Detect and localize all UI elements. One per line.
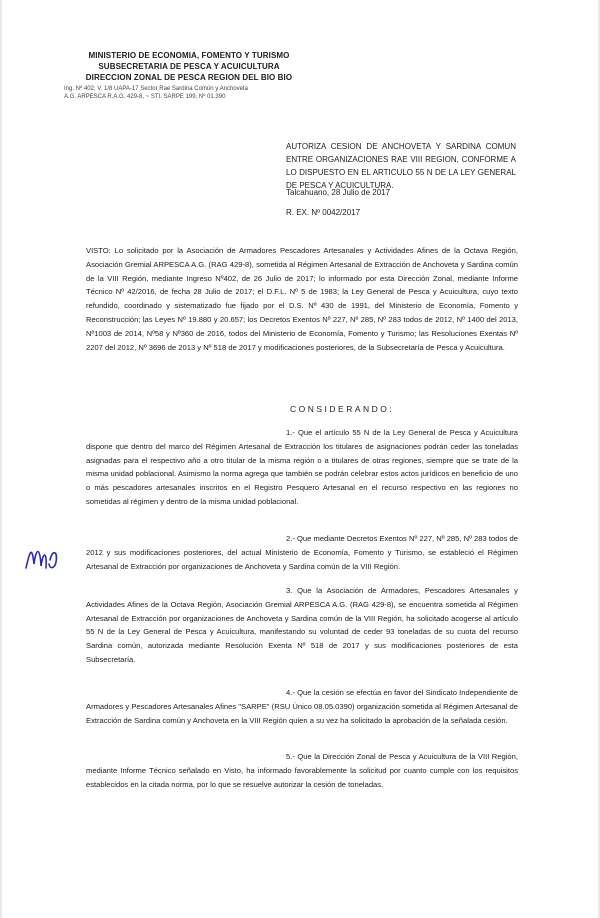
paragraph-text: Que el artículo 55 N de la Ley General de Pesca y Acuicultura dispone que dentro del marco del Régimen Artesanal de Extracción los titulares de asignaciones podrán ceder las toneladas asignadas para el respectivo año a otro titular de la misma región o a titulares de otras regiones, siempre que se trate de la misma unidad poblacional. Asimismo la norma agrega que también se podrán celebrar estos actos jurídicos en beneficio de uno o más pescadores artesanales inscritos en el Registro Pesquero Artesanal en el recurso respectivo en las regiones no sometidas al régimen y dentro de la misma unidad poblacional.	[86, 428, 518, 506]
left-scan-edge	[0, 0, 2, 918]
considerando-paragraph-3	[86, 584, 518, 667]
handwritten-initials	[22, 538, 68, 578]
resolution-number: R. EX. Nº 0042/2017	[286, 208, 361, 217]
resolution-subject: AUTORIZA CESION DE ANCHOVETA Y SARDINA COMUN ENTRE ORGANIZACIONES RAE VIII REGION, CONFORME A LO DISPUESTO EN EL ARTICULO 55 N DE LA LEY GENERAL DE PESCA Y ACUICULTURA.	[286, 142, 516, 190]
letterhead-direccion: DIRECCION ZONAL DE PESCA REGION DEL BIO BIO	[85, 73, 293, 82]
paragraph-number: 3.	[286, 586, 293, 595]
resolution-date: Talcahuano, 28 Julio de 2017	[286, 188, 391, 197]
paragraph-number: 1.-	[286, 428, 295, 437]
paragraph-text: Que la Dirección Zonal de Pesca y Acuicultura de la VIII Región, mediante Informe Técnico señalado en Visto, ha informado favorablemente la solicitud por cuanto cumple con los requisitos establecidos en la citada norma, por lo que se resuelve autorizar la cesión de toneladas.	[86, 752, 518, 789]
letterhead-reference-2: A.G. ARPESCA R.A.G. 429-8, ~ STI. SARPE 199, Nº 01.390	[64, 94, 226, 100]
paragraph-number: 4.-	[286, 688, 295, 697]
paragraph-number: 2.-	[286, 534, 295, 543]
considerando-paragraph-5	[86, 750, 518, 791]
considerando-paragraph-2	[86, 532, 518, 573]
visto-paragraph: VISTO: Lo solicitado por la Asociación de Armadores Pescadores Artesanales y Actividades Afines de la Octava Región, Asociación Gremial ARPESCA A.G. (RAG 429-8), sometida al Régimen Artesanal de Extracción de Anchoveta y Sardina común de la VIII Región, mediante Ingreso Nº402, de 26 Julio de 2017; lo informado por esta Dirección Zonal, mediante Informe Técnico Nº 42/2016, de fecha 28 Julio de 2017; el D.F.L. Nº 5 de 1983; la Ley General de Pesca y Acuicultura, cuyo texto refundido, coordinado y sistematizado fue fijado por el D.S. Nº 430 de 1991, del Ministerio de Economía, Fomento y Reconstrucción; las Leyes Nº 19.880 y 20.657; los Decretos Exentos Nº 227, Nº 285, Nº 283 todos de 2012, Nº 1400 del 2013, Nº1003 de 2014, Nº58 y Nº360 de 2016, todos del Ministerio de Economía, Fomento y Turismo; las Resoluciones Exentas Nº 2207 del 2012, Nº 3696 de 2013 y Nº 518 de 2017 y modificaciones posteriores, de la Subsecretaría de Pesca y Acuicultura.	[86, 246, 518, 352]
paragraph-text: Que la Asociación de Armadores, Pescadores Artesanales y Actividades Afines de la Octava Región, Asociación Gremial ARPESCA A.G. (RAG 429-8), se encuentra sometida al Régimen Artesanal de Extracción por organizaciones de Anchoveta y Sardina común de la VIII Región, ha solicitado acogerse al artículo 55 N de la Ley General de Pesca y Acuicultura, manifestando su voluntad de ceder 93 toneladas de su cuota del recurso Sardina común, autorizada mediante Resolución Exenta Nº 518 de 2017 y sus modificaciones posteriores de esta Subsecretaría.	[86, 586, 518, 664]
letterhead-ministry: MINISTERIO DE ECONOMIA, FOMENTO Y TURISMO	[88, 51, 290, 60]
considerando-paragraph-1	[86, 426, 518, 509]
considerando-paragraph-4	[86, 686, 518, 727]
letterhead	[64, 50, 364, 101]
letterhead-subsecretaria: SUBSECRETARIA DE PESCA Y ACUICULTURA	[98, 62, 280, 71]
letterhead-reference-1: Ing. Nº 402; V. 1/8 UAPA-17 Sector Rae Sardina Común y Anchoveta	[64, 86, 248, 92]
paragraph-text: Que la cesión se efectúa en favor del Sindicato Independiente de Armadores y Pescadores Artesanales Afines "SARPE" (RSU Único 08.05.0390) organización sometida al Régimen Artesanal de Extracción de Sardina común y Anchoveta en la VIII Región quien a su vez ha solicitado la aprobación de la señalada cesión.	[86, 688, 518, 725]
considerando-heading: CONSIDERANDO:	[290, 404, 395, 414]
paragraph-text: Que mediante Decretos Exentos Nº 227, Nº 285, Nº 283 todos de 2012 y sus modificaciones posteriores, del actual Ministerio de Economía, Fomento y Turismo, se estableció el Régimen Artesanal de Extracción por organizaciones de Anchoveta y Sardina común de la VIII Región.	[86, 534, 518, 571]
paragraph-number: 5.-	[286, 752, 295, 761]
